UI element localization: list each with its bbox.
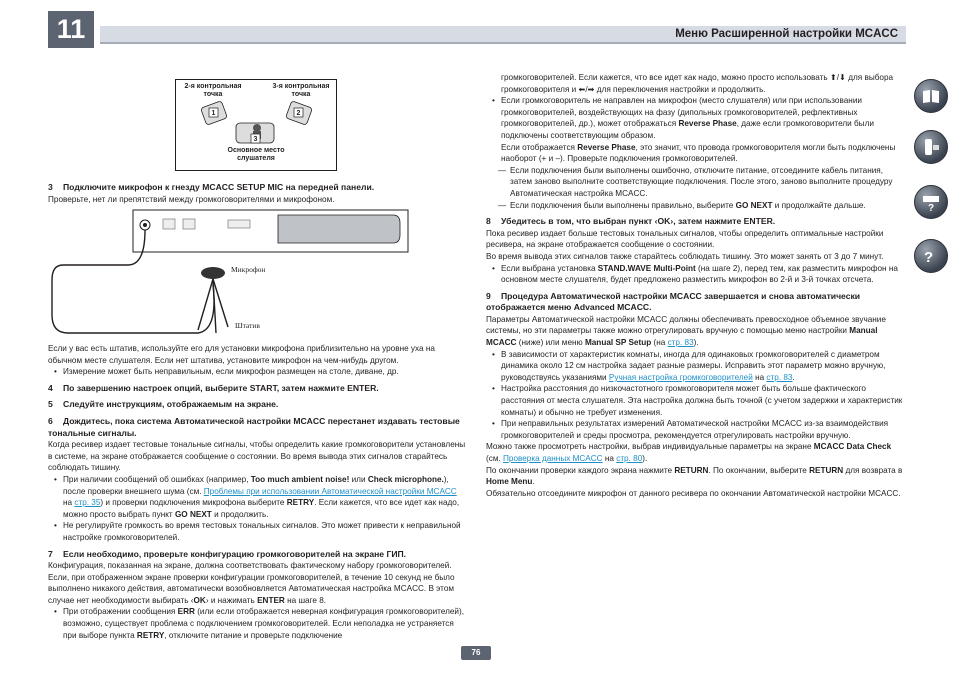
chapter-number: 11 — [48, 11, 94, 48]
step-9-bullet-2: • Настройка расстояния до низкочастотного громкоговорителя может быть больше фактического расстояния от места слушателя. Эта настройка должна быть точной (с учетом задержки и характеристик комнаты) и обычно не требует изменения. — [486, 383, 906, 418]
step-7-bullet-1: • При отображении сообщения ERR (или если отображается неверная конфигурация громкоговорителей), возможно, существует проблема с подключением громкоговорителей. Если неполадка не устраняется при выборе пункта RETRY, отключите питание и проверьте подключение — [48, 606, 468, 641]
svg-text:?: ? — [928, 203, 935, 212]
step-5-heading: 5 Следуйте инструкциям, отображаемым на экране. — [48, 399, 279, 410]
step-6-bullet-2: • Не регулируйте громкость во время тестовых тональных сигналов. Это может привести к неправильной настройке громкоговорителей. — [48, 520, 468, 543]
step-6-bullet-1: • При наличии сообщений об ошибках (например, Too much ambient noise! или Check microphone.), после проверки внешнего шума (см. Проблемы при использовании Автоматической настройки MCACC на стр. 35) и проверки подключения микрофона выберите RETRY. Если кажется, что все идет как надо, можно просто выбрать пункт GO NEXT и продолжить. — [48, 474, 468, 520]
step-8-heading: 8 Убедитесь в том, что выбран пункт ‹OK›, затем нажмите ENTER. — [486, 216, 776, 227]
link-mcacc-problems[interactable]: Проблемы при использовании Автоматической настройки MCACC — [203, 486, 457, 496]
step-9-text-4: Обязательно отсоедините микрофон от данного ресивера по окончании Автоматической настройки MCACC. — [486, 488, 901, 498]
left-column-top — [48, 177, 468, 205]
receiver-mic-illustration — [48, 205, 410, 340]
page-title: Меню Расширенной настройки MCACC — [675, 28, 898, 40]
stand-label: Штатив — [235, 321, 260, 330]
book-icon[interactable] — [914, 79, 948, 113]
dash-item-1: — Если подключения были выполнены ошибочно, отключите питание, отсоедините кабель питания, затем заново выполните соответствующие подключения. После этого, заново выполните процедуру Автоматическая настройка MCACC. — [486, 165, 906, 200]
step-9-text-2: Можно также просмотреть настройки, выбрав индивидуальные параметры на экране MCACC Data Check (см. Проверка данных MCACC на стр. 80). — [486, 442, 892, 463]
left-column — [48, 343, 468, 641]
svg-text:?: ? — [924, 249, 934, 266]
microphone-connection-figure — [48, 205, 410, 340]
step-7-text-2: Если, при отображенном экране проверки конфигурации громкоговорителей, в течение 10 секунд не было выполнено никакого действия, автоматически возобновляется Автоматическая настройка MCACC. В этом случае нет необходимости выбирать ‹OK› и нажимать ENTER на шаге 8. — [48, 572, 455, 605]
link-page-83[interactable]: стр. 83 — [667, 338, 694, 348]
step-7-text-1: Конфигурация, показанная на экране, должна соответствовать фактическому набору громкоговорителей. — [48, 561, 452, 571]
link-page-35[interactable]: стр. 35 — [74, 498, 101, 508]
num-1: 1 — [211, 110, 216, 117]
step-6-text: Когда ресивер издает тестовые тональные сигналы, чтобы определить какие громкоговорители установлены в системе, на экране отображается сообщение о состоянии. Во время вывода этих сигналов старайтесь соблюдать тишину. — [48, 440, 466, 473]
reverse-phase-text: Если отображается Reverse Phase, это значит, что провода громкоговорителя могли быть подключены наоборот (+ и –). Проверьте подключения громкоговорителей. — [501, 142, 896, 164]
listening-positions-figure — [175, 79, 337, 171]
speaker-adjust-text: громкоговорителей. Если кажется, что все идет как надо, можно просто использовать ⬆/⬇ для выбора громкоговорителя и ⬅/➡ для переключения настройки и продолжить. — [501, 73, 894, 94]
step-8-text-1: Пока ресивер издает больше тестовых тональных сигналов, чтобы определить оптимальные настройки ресивера, на экране отображается сообщение о состоянии. — [486, 228, 884, 250]
step-3-text: Проверьте, нет ли препятствий между громкоговорителями и микрофоном. — [48, 194, 335, 204]
receiver-help-icon[interactable] — [914, 185, 948, 219]
faq-icon[interactable] — [914, 239, 948, 273]
stand-bullet: • Измерение может быть неправильным, если микрофон размещен на столе, диване, др. — [48, 366, 468, 378]
step-9-heading: 9 Процедура Автоматической настройки MCACC завершается и снова автоматически отображается меню Advanced MCACC. — [486, 290, 861, 313]
num-2: 2 — [296, 110, 301, 117]
num-3: 3 — [253, 136, 258, 143]
link-page-83-b[interactable]: стр. 83 — [766, 372, 793, 382]
label-main-position: Основное место слушателя — [227, 147, 285, 162]
step-8-bullet-1: • Если выбрана установка STAND.WAVE Multi-Point (на шаге 2), перед тем, как разместить микрофон на основном месте слушателя, будет предложено разместить микрофон во 2-й и 3-й точках отсчета. — [486, 263, 906, 286]
link-mcacc-data-check[interactable]: Проверка данных MCACC — [503, 454, 603, 463]
label-3rd-point: 3-я контрольная точка — [272, 83, 330, 98]
step-3-heading: 3 Подключите микрофон к гнезду MCACC SETUP MIC на передней панели. — [48, 182, 375, 192]
link-manual-speaker-setup[interactable]: Ручная настройка громкоговорителей — [608, 372, 753, 382]
step-7-heading: 7 Если необходимо, проверьте конфигурацию громкоговорителей на экране ГИП. — [48, 548, 407, 559]
step-8-text-2: Во время вывода этих сигналов также старайтесь соблюдать тишину. Это может занять от 3 до 7 минут. — [486, 251, 884, 261]
remote-icon[interactable] — [914, 130, 948, 164]
mic-label: Микрофон — [231, 265, 266, 274]
step-6-heading: 6 Дождитесь, пока система Автоматической настройки MCACC перестанет издавать тестовые тональные сигналы. — [48, 415, 460, 438]
reverse-phase-bullet: • Если громкоговоритель не направлен на микрофон (место слушателя) или при использовании громкоговорителей, воздействующих на фазу (дипольных громкоговорителей, рефлективных громкоговорителей, др.), может отображаться Reverse Phase, даже если громкоговорители были подключены соответствующим образом. — [486, 95, 906, 141]
label-2nd-point: 2-я контрольная точка — [184, 83, 242, 98]
step-9-text-3: По окончании проверки каждого экрана нажмите RETURN. По окончании, выберите RETURN для возврата в Home Menu. — [486, 465, 903, 487]
step-9-text-1: Параметры Автоматической настройки MCACC должны обеспечивать превосходное объемное звучание системы, но эти параметры также можно отрегулировать вручную с помощью меню настройки Manual MCACC (ниже) или меню Manual SP Setup (на стр. 83). — [486, 314, 886, 348]
step-9-bullet-3: • При неправильных результатах измерений Автоматической настройки MCACC из-за взаимодействия громкоговорителей и среды просмотра, рекомендуется отрегулировать настройки вручную. — [486, 418, 906, 441]
stand-paragraph: Если у вас есть штатив, используйте его для установки микрофона приблизительно на уровне уха на обычном месте слушателя. Если нет штатива, установите микрофон на чем-нибудь другом. — [48, 344, 435, 365]
header-bar — [100, 26, 906, 44]
page-number: 76 — [461, 646, 491, 660]
step-9-bullet-1: • В зависимости от характеристик комнаты, иногда для одинаковых громкоговорителей с диаметром динамика около 12 см настройка задает разные размеры. Исправить этот параметр можно вручную, руководствуясь указаниями Ручная настройка громкоговорителей на стр. 83. — [486, 349, 906, 384]
step-4-heading: 4 По завершению настроек опций, выберите START, затем нажмите ENTER. — [48, 382, 379, 393]
dash-item-2: — Если подключения были выполнены правильно, выберите GO NEXT и продолжайте дальше. — [486, 200, 906, 212]
right-column — [486, 72, 906, 499]
link-page-80[interactable]: стр. 80 — [616, 454, 643, 463]
